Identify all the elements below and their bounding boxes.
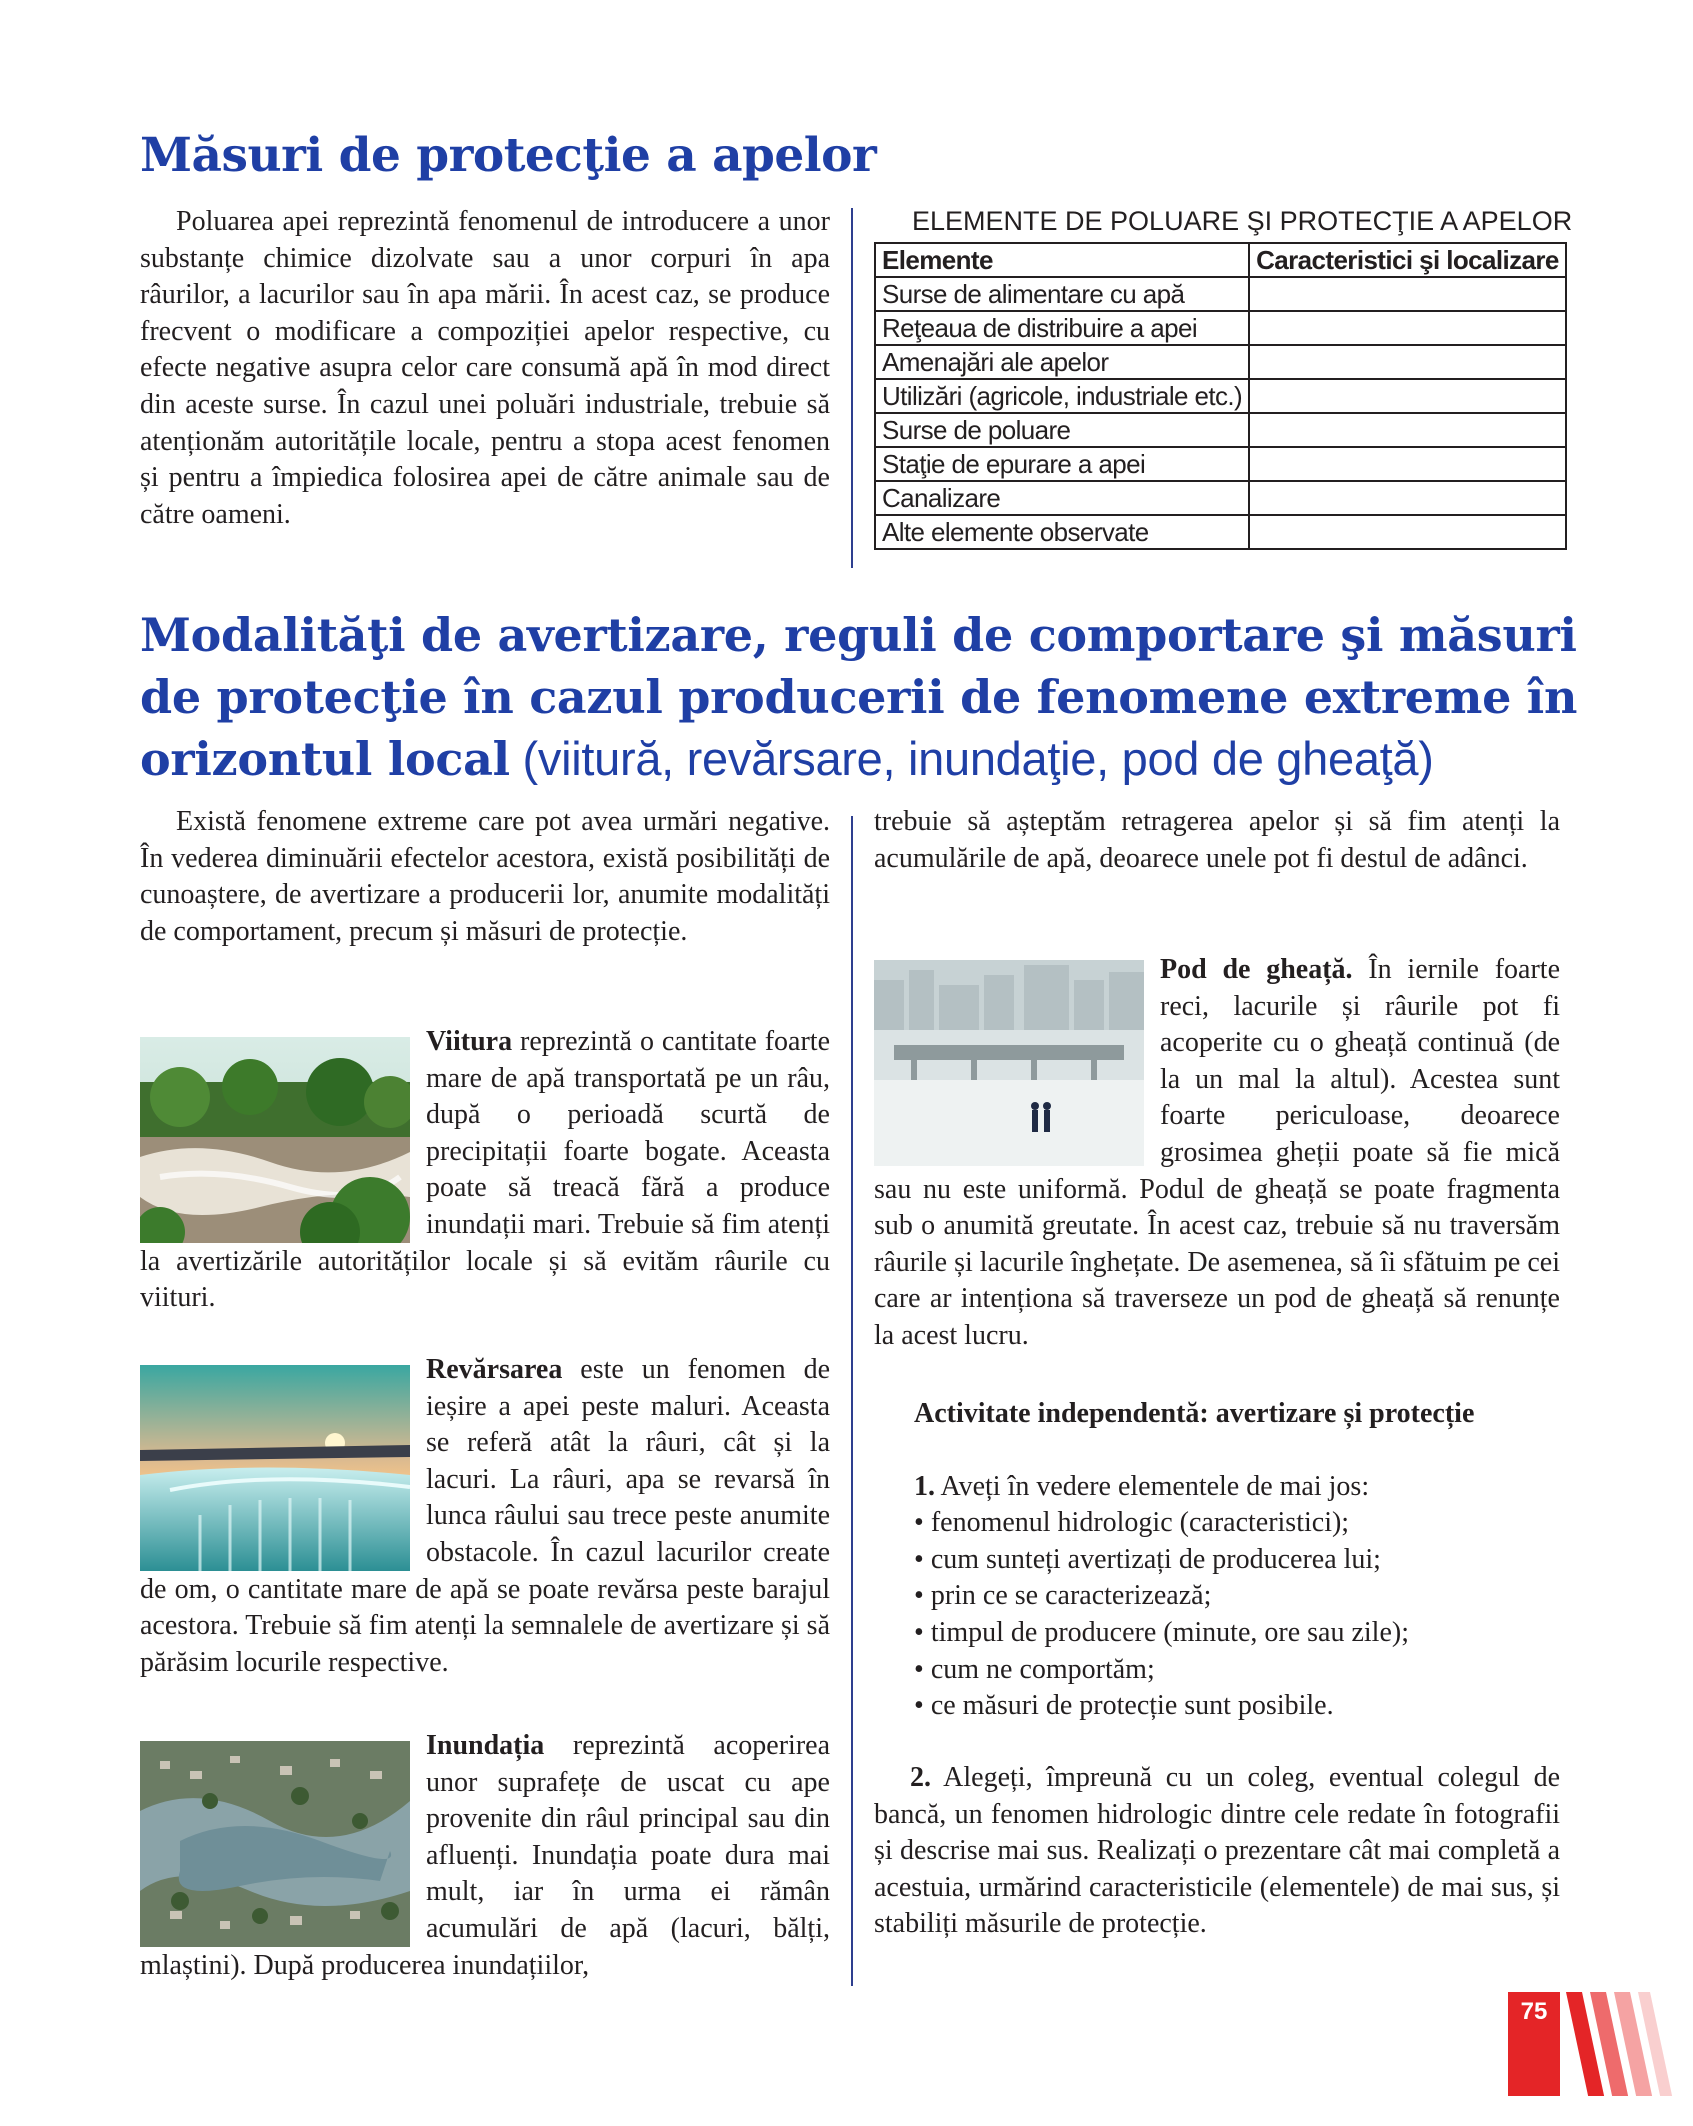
table-header-row [875,243,1566,277]
viitura-paragraph [140,1024,830,1317]
photo-spacer [140,1352,426,1566]
table-cell: Staţie de epurare a apei [875,447,1249,481]
table-cell: Utilizări (agricole, industriale etc.) [875,379,1249,413]
continuation-text: trebuie să așteptăm retragerea apelor și să fim atenți la acumulările de apă, deoarece unele pot fi destul de adânci. [874,806,1560,874]
question-2-text: Alegeți, împreună cu un coleg, eventual colegul de bancă, un fenomen hidrologic dintre cele redate în fotografii și descrise mai sus. Realizați o prezentare cât mai completă a acestuia, urmărind caracteristicile (elementele) de mai sus, și stabiliți măsurile de protecție. [874,1762,1560,1940]
section-title-extreme-phenomena [140,604,1580,790]
inundatia-text: reprezintă acoperirea unor suprafețe de uscat cu ape provenite din râul principal sau din afluenți. Inundația poate dura mai mult, iar în urma ei rămân acumulări de apă (lacuri, bălți, mlaștini). După producerea inundațiilor, [140,1730,830,1981]
table-cell: Surse de poluare [875,413,1249,447]
question-1 [914,1469,1560,1506]
revarsare-text: este un fenomen de ieșire a apei peste maluri. Aceasta se referă atât la râuri, cât și la lacuri. La râuri, apa se revarsă în lunca râului sau trece peste anumite obstacole. În cazul lacurilor create de om, o cantitate mare de apă se poate revărsa peste barajul acestora. Trebuie să fim atenți la semnalele de avertizare și să părăsim locurile respective. [140,1354,830,1678]
table-cell: Surse de alimentare cu apă [875,277,1249,311]
table-row [875,447,1566,481]
table-cell: Canalizare [875,481,1249,515]
pod-text: În iernile foarte reci, lacurile și râurile pot fi acoperite cu o gheață continuă (de la un mal la altul). Acestea sunt foarte periculoase, deoarece grosimea gheții poate să fie mică sau nu este uniformă. Podul de gheață se poate fragmenta sub o anumită greutate. În acest caz, trebuie să nu traversăm râurile și lacurile înghețate. De asemenea, să îi sfătuim pe cei care ar intenționa să traverseze un pod de gheață să renunțe la acest lucru. [874,954,1561,1351]
title-light-part: (viitură, revărsare, inundaţie, pod de gheaţă) [509,732,1434,785]
table-cell: Reţeaua de distribuire a apei [875,311,1249,345]
photo-spacer [140,1728,426,1942]
list-item: • cum ne comportăm; [914,1652,1560,1689]
section-title-water-protection: Măsuri de protecţie a apelor [140,128,877,183]
table-cell-empty [1249,481,1566,515]
viitura-term: Viitura [426,1026,513,1057]
list-item: • cum sunteți avertizați de producerea lui; [914,1542,1560,1579]
table-cell-empty [1249,277,1566,311]
viitura-text: reprezintă o cantitate foarte mare de apă transportată pe un râu, după o perioadă scurtă de precipitații foarte bogate. Aceasta poate să treacă fără a produce inundații mari. Trebuie să fim atenți la avertizările autorităților locale și să evităm râurile cu viituri. [140,1026,830,1314]
question-2-paragraph [874,1760,1560,1943]
page-number: 75 [1520,1998,1548,2025]
pod-de-gheata-paragraph [874,952,1560,1355]
table-header-characteristics: Caracteristici şi localizare [1249,243,1566,277]
question-1-text: Aveți în vedere elementele de mai jos: [935,1470,1370,1502]
table-row [875,311,1566,345]
inundatia-term: Inundația [426,1730,545,1761]
revarsare-paragraph [140,1352,830,1681]
table-cell: Alte elemente observate [875,515,1249,549]
pollution-elements-table [874,242,1567,550]
table-cell-empty [1249,311,1566,345]
list-item: • fenomenul hidrologic (caracteristici); [914,1505,1560,1542]
criteria-list [914,1505,1560,1725]
title-bold-part: Modalităţi de avertizare, reguli de comportare şi măsuri de protecţie în cazul producerii de fenomene extreme în orizontul local [140,608,1578,786]
question-1-number: 1. [914,1470,935,1502]
page-number-badge [1508,1992,1560,2096]
table-cell: Amenajări ale apelor [875,345,1249,379]
question-2 [874,1760,1560,1943]
activity-block [914,1396,1560,1725]
list-item: • timpul de producere (minute, ore sau zile); [914,1615,1560,1652]
pollution-paragraph [140,204,830,533]
table-row [875,277,1566,311]
table-cell-empty [1249,345,1566,379]
pollution-text: Poluarea apei reprezintă fenomenul de introducere a unor substanțe chimice dizolvate sau a unor corpuri în apa râurilor, a lacurilor sau în apa mării. În acest caz, se produce frecvent o modificare a compoziției apelor respective, cu efecte negative asupra celor care consumă apă în mod direct din aceste surse. În cazul unei poluări industriale, trebuie să atenționăm autoritățile locale, pentru a stopa acest fenomen și pentru a împiedica folosirea apei de către animale sau de către oameni. [140,206,830,530]
table-cell-empty [1249,447,1566,481]
revarsare-term: Revărsarea [426,1354,563,1385]
table-row [875,481,1566,515]
table-row [875,379,1566,413]
list-item: • prin ce se caracterizează; [914,1578,1560,1615]
table-cell-empty [1249,379,1566,413]
table-row [875,413,1566,447]
question-2-number: 2. [910,1762,931,1793]
photo-spacer [874,952,1160,1166]
table-cell-empty [1249,515,1566,549]
column-divider-bottom [851,816,853,1986]
intro-text: Există fenomene extreme care pot avea urmări negative. În vederea diminuării efectelor acestora, există posibilități de cunoaștere, de avertizare a producerii lor, anumite modalități de comportament, precum și măsuri de protecție. [140,806,830,947]
table-cell-empty [1249,413,1566,447]
table-row [875,345,1566,379]
list-item: • ce măsuri de protecție sunt posibile. [914,1688,1560,1725]
activity-title: Activitate independentă: avertizare și protecție [914,1398,1475,1429]
photo-spacer [140,1024,426,1238]
table-row [875,515,1566,549]
table-header-elements: Elemente [875,243,1249,277]
inundatia-paragraph [140,1728,830,1984]
intro-paragraph [140,804,830,950]
continuation-paragraph [874,804,1560,877]
column-divider-top [851,208,853,568]
table-title: ELEMENTE DE POLUARE ŞI PROTECŢIE A APELOR [912,206,1573,236]
pod-term: Pod de gheață. [1160,954,1353,985]
